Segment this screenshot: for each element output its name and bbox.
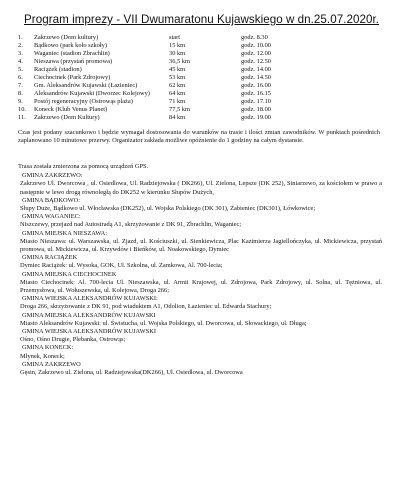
stage-time: godz. 16.00 (241, 82, 271, 89)
stage-place: Postój regeneracyjny (Ostrowąs plaża) (34, 98, 133, 105)
stage-place: Gm. Aleksandrów Kujawski (Łazieniec) (34, 82, 138, 89)
stage-number: 4. (18, 58, 23, 65)
schedule-row (18, 34, 388, 42)
stage-distance: 84 km (169, 114, 186, 121)
stage-distance: 64 km (169, 90, 186, 97)
stage-distance: 77,5 km (169, 106, 190, 113)
stage-time: godz. 14.50 (241, 74, 271, 81)
route-streets: Droga 266, skrzyżowanie z DK 91, pod wiaduktem A1, Odolion, Łazieniec ul. Edwarda Stachury; (20, 303, 272, 311)
stage-distance: 15 km (169, 42, 186, 49)
route-segments (18, 172, 382, 377)
municipality-heading: GMINA WAGANIEC: (22, 213, 81, 221)
stage-number: 1. (18, 34, 23, 41)
stage-distance: 36,5 km (169, 58, 190, 65)
municipality-heading: GMINA RACIĄŻEK (22, 254, 78, 262)
schedule-row (18, 66, 388, 74)
route-streets: Ośno, Ośno Drugie, Plebanka, Ostrowąs; (20, 336, 126, 344)
stage-distance: start (169, 34, 181, 41)
stage-number: 5. (18, 66, 23, 73)
schedule-row (18, 74, 388, 82)
stage-number: 3. (18, 50, 23, 57)
municipality-heading: GMINA ZAKRZEWO (22, 360, 81, 368)
stage-distance: 30 km (169, 50, 186, 57)
municipality-heading: GMINA KONECK: (22, 344, 74, 352)
stage-place: Zakrzewo (Dom Kultury) (34, 114, 100, 121)
stage-distance: 62 km (169, 82, 186, 89)
stage-time: godz. 14.00 (241, 66, 271, 73)
municipality-heading: GMINA WIEJSKA ALEKSANDRÓW KUJAWSKI (22, 328, 156, 336)
route-streets: Dymiec Raciążek: ul. Wysoka, GOK, Ul. Szkolna, ul. Zamkowa, Al. 700-lecia; (20, 262, 223, 270)
stage-time: godz. 12.00 (241, 50, 271, 57)
municipality-heading: GMINA BĄDKOWO: (22, 196, 81, 204)
municipality-heading: GMINA MIEJSKA ALEKSANDRÓW KUJAWSKI (22, 311, 156, 319)
municipality-heading: GMINA MIEJSKA CIECHOCINEK (22, 270, 117, 278)
stage-place: Koneck (Klub Venus Planet) (34, 106, 108, 113)
stage-distance: 45 km (169, 66, 186, 73)
schedule-row (18, 58, 388, 66)
schedule-row (18, 106, 388, 114)
page-title: Program imprezy - VII Dwumaratonu Kujawskiego w dn.25.07.2020r. (24, 13, 379, 26)
stage-place: Aleksandrów Kujawski (Dworzec Kolejowy) (34, 90, 150, 97)
municipality-heading: GMINA WIEJSKA ALEKSANDRÓW KUJAWSKI: (22, 295, 158, 303)
stage-distance: 53 km (169, 74, 186, 81)
stage-place: Waganiec (stadion Zbrachlin) (34, 50, 110, 57)
timing-note: Czas jest podany szacunkowo i będzie wymagał dostosowania do warunków na trasie i ilości zmian zawodników. W punktach pośrednich zaplanowano 10 minutowe przerwy. Organizator zakłada możliwe opóźnienie do 1 godziny na całym dystansie. (18, 129, 380, 145)
stage-place: Bądkowo (park koło szkoły) (34, 42, 107, 49)
stage-distance: 71 km (169, 98, 186, 105)
municipality-heading: GMINA MIEJSKA NIESZAWA: (22, 229, 108, 237)
stage-number: 9. (18, 98, 23, 105)
route-streets: Miasto Ciechocinek: Al. 700-lecia Ul. Nieszawska, ul. Armii Krajowej, ul. Zdrojowa, Park Zdrojowy, ul. Solna, ul. Tężniowa, ul. Przemysłowa, ul. Wołuszewska, ul. Kolejowa, Droga 266; (20, 278, 382, 295)
schedule-row (18, 114, 388, 122)
schedule-row (18, 42, 388, 50)
schedule-row (18, 82, 388, 90)
stage-number: 10. (18, 106, 26, 113)
stage-number: 6. (18, 74, 23, 81)
schedule-row (18, 90, 388, 98)
route-streets: Młynek, Koneck; (20, 352, 65, 360)
stage-time: godz. 16.15 (241, 90, 271, 97)
route-streets: Miasto Nieszawa: ul. Warszawska, ul. Zjazd, ul. Kościuszki, ul. Sienkiewicza, Plac Kazimierza Jagiellończyka, ul. Mickiewicza, przystań promowa, ul. Mickiewicza, ul. Krzywdów i Bieńków, ul. Noakowskiego, Dymiec (20, 237, 382, 254)
schedule-row (18, 98, 388, 106)
schedule-row (18, 50, 388, 58)
stage-number: 11. (18, 114, 26, 121)
route-intro: Trasa została zmierzona za pomocą urządzeń GPS. (18, 163, 149, 170)
stage-time: godz. 12.50 (241, 58, 271, 65)
municipality-heading: GMINA ZAKRZEWO: (22, 172, 83, 180)
stage-time: godz. 17.10 (241, 98, 271, 105)
stage-number: 2. (18, 42, 23, 49)
route-streets: Miasto Aleksandrów Kujawski: ul. Świstucha, ul. Wojska Polskiego, ul. Dworcowa, ul. Słowackiego, ul. Długa; (20, 319, 307, 327)
stage-place: Raciążek (stadion) (34, 66, 82, 73)
route-streets: Zakrzewo Ul. Dworcowa , ul. Osiedlowa, Ul. Radziejowska ( DK266), Ul. Zielona, Lepsze (DK 252), Siniarzewo, za kościołem w prawo a następnie w lewo drogą równoległą do DK252 w kierunku Słupów Dużych, (20, 180, 382, 196)
stage-time: godz. 18.00 (241, 106, 271, 113)
stage-time: godz. 8.30 (241, 34, 268, 41)
stage-place: Zakrzewo (Dom kultury) (34, 34, 99, 41)
stage-time: godz. 10.00 (241, 42, 271, 49)
schedule-table (18, 34, 388, 122)
stage-number: 8. (18, 90, 23, 97)
stage-place: Nieszawa (przystań promowa) (34, 58, 113, 65)
route-streets: Gęsin, Zakrzewo ul. Zielona, ul. Radziejowska(DK266), Ul. Osiedlowa, ul. Dworcowa (20, 369, 243, 377)
stage-place: Ciechocinek (Park Zdrojowy) (34, 74, 111, 81)
route-streets: Niszczewy, przejazd nad Autostradą A1, skrzyżowanie z DK 91, Zbrachlin, Waganiec; (20, 221, 242, 229)
stage-number: 7. (18, 82, 23, 89)
stage-time: godz. 19.00 (241, 114, 271, 121)
route-description (18, 163, 382, 377)
route-streets: Słupy Duże, Bądkowo ul. Włocławska (DK252), ul. Wojska Polskiego (DK 301), Żabieniec (DK301), Łówkowice; (20, 205, 316, 213)
